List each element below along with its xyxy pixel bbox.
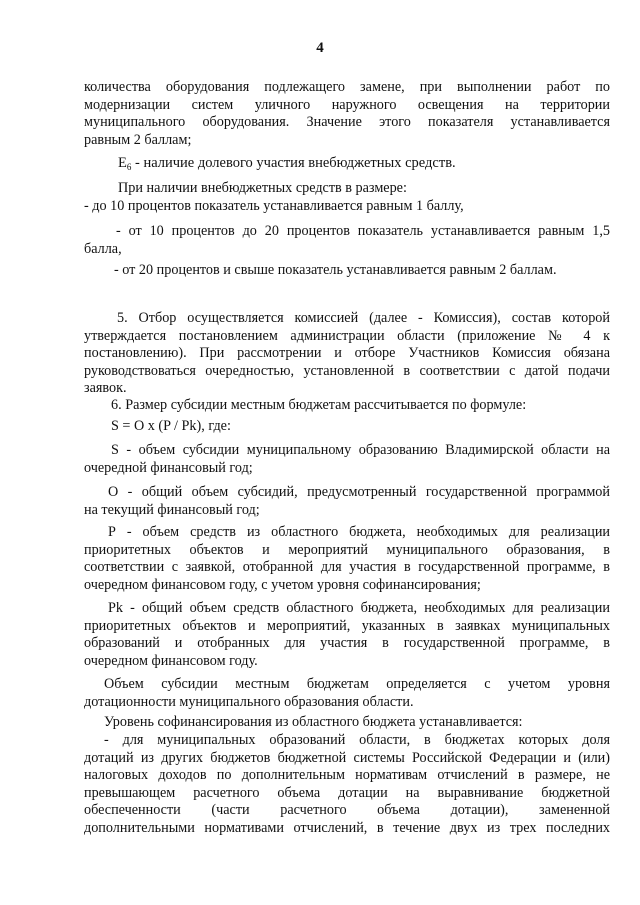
definition-s [84,442,610,477]
text-line: приоритетных объектов и мероприятий муниципального образования, в [84,541,610,558]
paragraph-5 [84,310,610,398]
text-line: руководствоваться очередностью, установленной в соответствии с датой подачи [84,362,610,379]
text-line: очередной финансовый год; [84,459,253,476]
text-line: налоговых доходов по дополнительным нормативам отчислений в размере, не [84,767,610,783]
text-line: постановлению). При рассмотрении и отборе Участников Комиссия обязана [84,345,610,361]
paragraph-cofinancing [84,714,610,732]
text-line: обеспеченности (части расчетного объема дотации), замененной [84,802,610,818]
paragraph-continuation [84,79,610,149]
formula-text: S = O x (P / Pk), где: [111,418,231,434]
text-line: S - объем субсидии муниципальному образованию Владимирской области на [111,442,610,458]
text-line: равным 2 баллам; [84,131,192,148]
text-line: утверждается постановлением администрации области (приложение № 4 к [84,327,610,344]
e6-subscript: 6 [126,162,132,172]
paragraph-municipalities [84,732,610,837]
text-line: соответствии с заявкой, отобранной для участия в государственной программе, в [84,559,610,575]
extrabudget-list [84,180,610,215]
text-line: модернизации систем уличного наружного освещения на территории [84,96,610,113]
extrabudget-item-3 [84,262,610,280]
text-line: Pk - общий объем средств областного бюджета, необходимых для реализации [108,600,610,616]
text-line: дотаций из других бюджетов бюджетной системы Российской Федерации и (или) [84,749,610,766]
paragraph-volume [84,676,610,711]
text-line: приоритетных объектов и мероприятий, указанных в заявках муниципальных [84,617,610,634]
text-line: очередном финансовом году, с учетом уровня софинансирования; [84,576,481,593]
e6-letter: Е [118,155,127,171]
paragraph-6 [84,397,610,415]
text-line: - от 20 процентов и свыше показатель устанавливается равным 2 баллам. [114,262,557,278]
extrabudget-item-2 [84,223,610,258]
text-line: Уровень софинансирования из областного бюджета устанавливается: [104,714,523,730]
page-number: 4 [316,40,324,56]
text-line: балла, [84,240,122,257]
text-line: образований и отобранных для участия в государственной программе, в [84,635,610,651]
text-line: дотационности муниципального образования области. [84,693,414,710]
text-line: 5. Отбор осуществляется комиссией (далее - Комиссия), состав которой [117,310,610,326]
definition-p [84,524,610,594]
text-line: Р - объем средств из областного бюджета, необходимых для реализации [108,524,610,540]
text-line: - до 10 процентов показатель устанавливается равным 1 баллу, [84,197,464,214]
text-line: муниципального оборудования. Значение этого показателя устанавливается [84,114,610,130]
e6-definition [118,155,610,177]
definition-o [84,484,610,519]
definition-pk [84,600,610,670]
text-line: очередном финансовом году. [84,652,258,669]
text-line: заявок. [84,380,127,396]
text-line: При наличии внебюджетных средств в размере: [118,180,407,196]
text-line: дополнительными нормативами отчислений, в течение двух из трех последних [84,819,610,836]
text-line: О - общий объем субсидий, предусмотренный государственной программой [108,484,610,500]
text-line: - от 10 процентов до 20 процентов показатель устанавливается равным 1,5 [116,223,610,239]
text-line: - для муниципальных образований области, в бюджетах которых доля [104,732,610,748]
text-line: 6. Размер субсидии местным бюджетам рассчитывается по формуле: [111,397,527,413]
formula [84,418,610,436]
text-line: превышающем расчетного объема дотации на выравнивание бюджетной [84,784,610,801]
text-line: Объем субсидии местным бюджетам определяется с учетом уровня [104,676,610,692]
text-line: количества оборудования подлежащего замене, при выполнении работ по [84,79,610,95]
text-line: на текущий финансовый год; [84,501,260,518]
e6-text: - наличие долевого участия внебюджетных средств. [131,155,456,171]
